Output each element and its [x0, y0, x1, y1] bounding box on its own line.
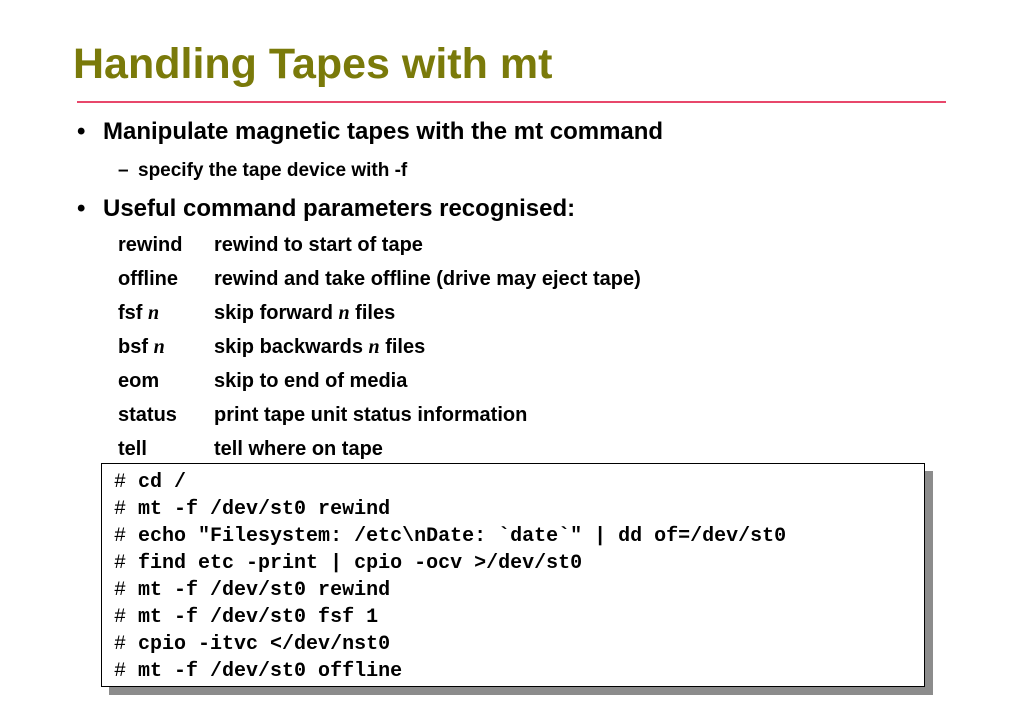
- shell-command: mt -f /dev/st0 fsf 1: [138, 606, 379, 629]
- parameter-name: [118, 402, 214, 428]
- shell-command: mt -f /dev/st0 offline: [138, 660, 403, 683]
- shell-command-line: [114, 523, 786, 550]
- parameter-name: [118, 334, 214, 360]
- shell-command: cd /: [138, 471, 187, 494]
- shell-prompt: #: [114, 498, 127, 521]
- shell-prompt: #: [114, 606, 127, 629]
- parameter-description-text: skip backwards: [214, 336, 363, 358]
- shell-command: find etc -print | cpio -ocv >/dev/st0: [138, 552, 583, 575]
- parameter-name-text: tell: [118, 438, 147, 460]
- parameter-name: [118, 266, 214, 292]
- shell-prompt: #: [114, 633, 127, 656]
- bullet-command-parameters: [77, 194, 575, 224]
- parameter-name: [118, 436, 214, 462]
- slide-title: Handling Tapes with mt: [73, 40, 553, 88]
- parameter-description: [214, 234, 423, 256]
- parameter-list: [118, 232, 641, 470]
- parameter-description-suffix: files: [385, 336, 426, 358]
- parameter-description-text: skip forward: [214, 302, 333, 324]
- parameter-argument: n: [153, 336, 165, 358]
- parameter-row-status: [118, 402, 641, 436]
- parameter-argument: n: [148, 302, 160, 324]
- shell-command-line: [114, 496, 786, 523]
- parameter-description: [214, 370, 407, 392]
- parameter-description: [214, 404, 527, 426]
- parameter-name: [118, 368, 214, 394]
- parameter-row-eom: [118, 368, 641, 402]
- shell-command: mt -f /dev/st0 rewind: [138, 579, 391, 602]
- parameter-name-text: rewind: [118, 234, 183, 256]
- bullet-manipulate-tapes: [77, 117, 663, 147]
- bullet-text: Manipulate magnetic tapes with the mt command: [103, 118, 664, 145]
- shell-prompt: #: [114, 579, 127, 602]
- parameter-description-argument: n: [338, 302, 350, 324]
- shell-session-box: [101, 463, 925, 687]
- shell-command: mt -f /dev/st0 rewind: [138, 498, 391, 521]
- parameter-description-text: rewind to start of tape: [214, 234, 423, 256]
- bullet-marker: •: [77, 118, 86, 145]
- parameter-description: [214, 268, 641, 290]
- shell-session-lines: [114, 469, 786, 685]
- bullet-text: Useful command parameters recognised:: [103, 195, 576, 222]
- parameter-description-text: skip to end of media: [214, 370, 408, 392]
- shell-prompt: #: [114, 660, 127, 683]
- parameter-description-text: rewind and take offline (drive may eject tape): [214, 268, 641, 290]
- shell-command: echo "Filesystem: /etc\nDate: `date`" | dd of=/dev/st0: [138, 525, 787, 548]
- parameter-row-rewind: [118, 232, 641, 266]
- sub-bullet-text: specify the tape device with -f: [138, 160, 408, 181]
- parameter-name-text: bsf: [118, 336, 148, 358]
- parameter-name: [118, 232, 214, 258]
- shell-prompt: #: [114, 525, 127, 548]
- shell-command-line: [114, 604, 786, 631]
- parameter-description: [214, 302, 395, 324]
- shell-command-line: [114, 631, 786, 658]
- parameter-description: [214, 438, 383, 460]
- parameter-description-text: print tape unit status information: [214, 404, 528, 426]
- shell-prompt: #: [114, 552, 127, 575]
- sub-bullet-marker: –: [118, 160, 129, 181]
- parameter-name-text: eom: [118, 370, 160, 392]
- parameter-description-text: tell where on tape: [214, 438, 383, 460]
- parameter-name-text: status: [118, 404, 177, 426]
- shell-command-line: [114, 550, 786, 577]
- parameter-row-offline: [118, 266, 641, 300]
- shell-command: cpio -itvc </dev/nst0: [138, 633, 391, 656]
- parameter-description-argument: n: [368, 336, 380, 358]
- sub-bullet-tape-device: [118, 159, 407, 183]
- parameter-name-text: fsf: [118, 302, 143, 324]
- parameter-name: [118, 300, 214, 326]
- shell-prompt: #: [114, 471, 127, 494]
- parameter-name-text: offline: [118, 268, 178, 290]
- title-divider: [77, 101, 946, 103]
- shell-command-line: [114, 577, 786, 604]
- bullet-marker: •: [77, 195, 86, 222]
- parameter-description-suffix: files: [355, 302, 396, 324]
- parameter-row-fsf: [118, 300, 641, 334]
- parameter-row-bsf: [118, 334, 641, 368]
- shell-command-line: [114, 658, 786, 685]
- parameter-description: [214, 336, 425, 358]
- shell-command-line: [114, 469, 786, 496]
